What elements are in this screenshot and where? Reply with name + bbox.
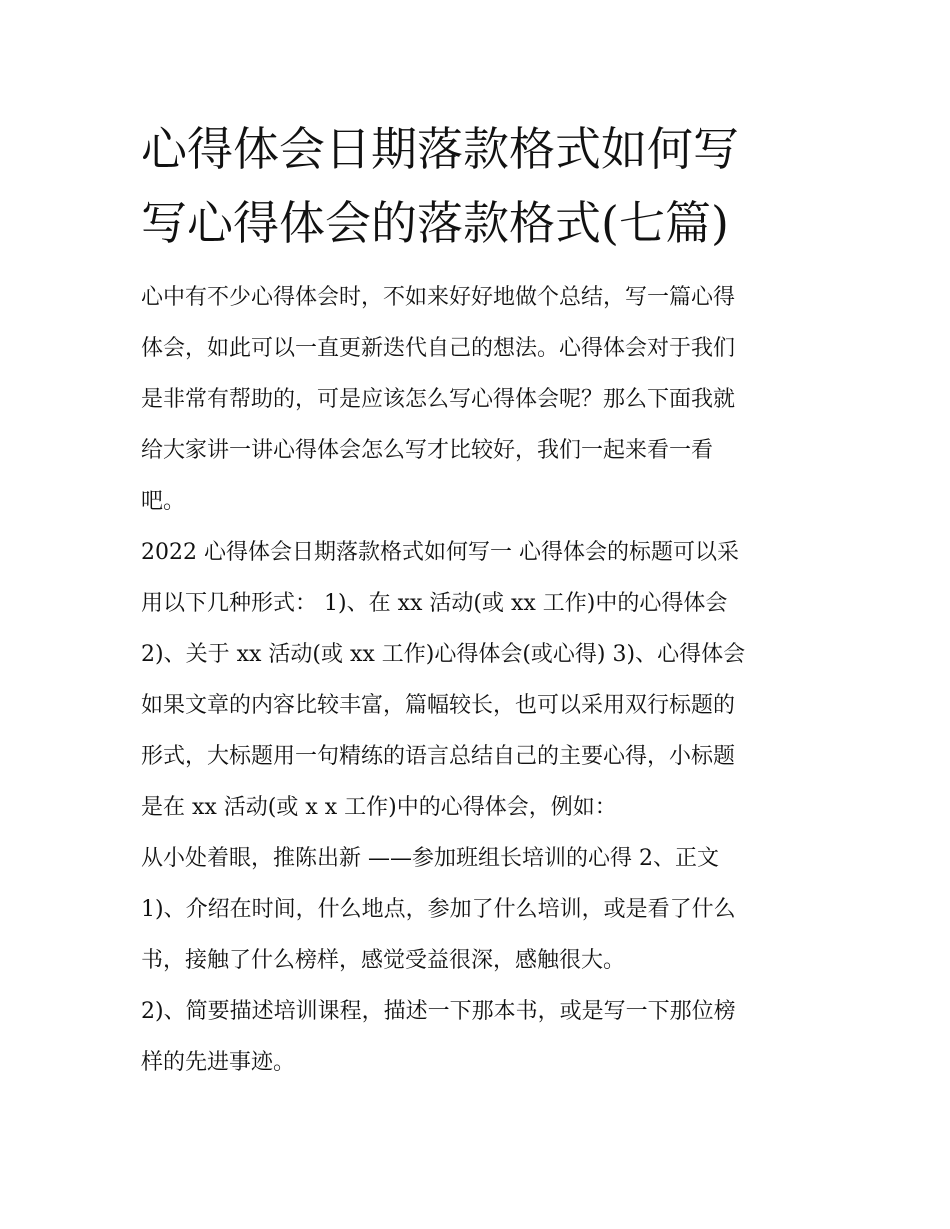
- text-line: 心中有不少心得体会时，不如来好好地做个总结，写一篇心得: [141, 285, 736, 310]
- text-line: 吧。: [141, 489, 186, 514]
- text-line: 1)、介绍在时间，什么地点，参加了什么培训，或是看了什么: [141, 897, 736, 922]
- text-line: 给大家讲一讲心得体会怎么写才比较好，我们一起来看一看: [141, 438, 714, 463]
- text-line: 样的先进事迹。: [141, 1050, 296, 1075]
- text-line: 是非常有帮助的，可是应该怎么写心得体会呢？那么下面我就: [141, 387, 736, 412]
- title-line: 写心得体会的落款格式(七篇): [141, 196, 729, 250]
- text-line: 2022 心得体会日期落款格式如何写一 心得体会的标题可以采: [141, 540, 739, 565]
- paragraph-example: [141, 833, 817, 884]
- text-line: 书，接触了什么榜样，感觉受益很深，感触很大。: [141, 948, 626, 973]
- paragraph-item-2: [141, 986, 817, 1088]
- text-line: 体会，如此可以一直更新迭代自己的想法。心得体会对于我们: [141, 336, 736, 361]
- text-line: 2)、简要描述培训课程，描述一下那本书，或是写一下那位榜: [141, 999, 736, 1024]
- text-line: 用以下几种形式： 1)、在 xx 活动(或 xx 工作)中的心得体会: [141, 591, 728, 616]
- paragraph-intro: [141, 272, 817, 527]
- text-line: 形式，大标题用一句精练的语言总结自己的主要心得，小标题: [141, 744, 736, 769]
- text-line: 2)、关于 xx 活动(或 xx 工作)心得体会(或心得) 3)、心得体会: [141, 642, 746, 667]
- document-title: [141, 112, 817, 260]
- document-page: [141, 112, 817, 1088]
- paragraph-item-1: [141, 884, 817, 986]
- paragraph-title-forms: [141, 527, 817, 833]
- title-line: 心得体会日期落款格式如何写: [141, 122, 739, 176]
- text-line: 从小处着眼，推陈出新 ——参加班组长培训的心得 2、正文: [141, 846, 719, 871]
- document-body: [141, 272, 817, 1088]
- text-line: 是在 xx 活动(或 x x 工作)中的心得体会，例如：: [141, 795, 617, 820]
- text-line: 如果文章的内容比较丰富，篇幅较长，也可以采用双行标题的: [141, 693, 736, 718]
